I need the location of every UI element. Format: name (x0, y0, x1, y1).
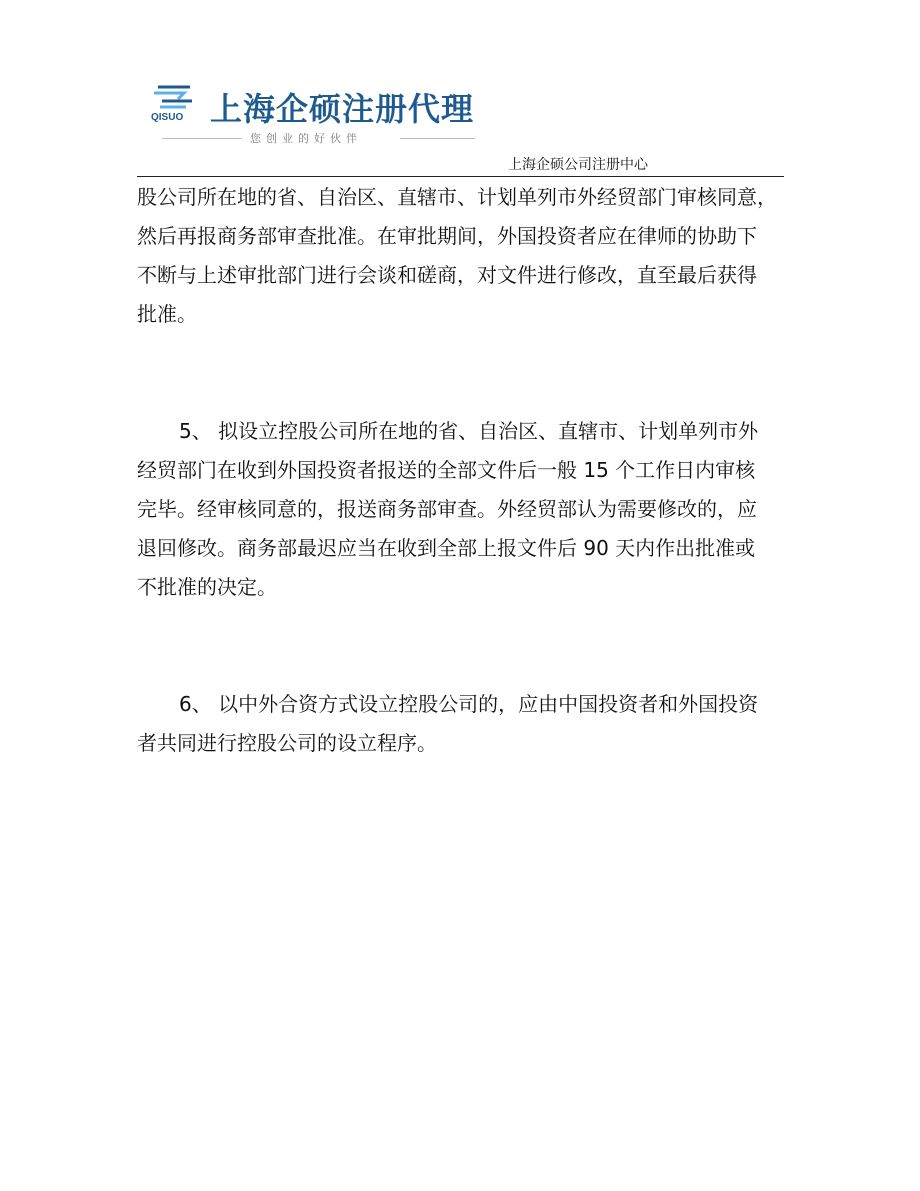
paragraph-2-line-3: 完毕。经审核同意的，报送商务部审查。外经贸部认为需要修改的，应 (137, 497, 757, 521)
paragraph-1-line-1: 股公司所在地的省、自治区、直辖市、计划单列市外经贸部门审核同意， (137, 185, 777, 209)
paragraph-3-line-1-text: 6、 以中外合资方式设立控股公司的，应由中国投资者和外国投资 (179, 692, 759, 716)
paragraph-1 (137, 178, 787, 334)
page-header (0, 0, 920, 180)
paragraph-2-line-5: 不批准的决定。 (137, 575, 277, 599)
paragraph-2-line-4: 退回修改。商务部最迟应当在收到全部上报文件后 90 天内作出批准或 (137, 536, 756, 560)
header-divider (137, 176, 784, 177)
paragraph-1-line-2: 然后再报商务部审查批准。在审批期间，外国投资者应在律师的协助下 (137, 224, 757, 248)
paragraph-3-line-2: 者共同进行控股公司的设立程序。 (137, 731, 437, 755)
document-body (137, 178, 787, 763)
paragraph-2 (137, 412, 787, 607)
logo-subtitle: 您创业的好伙伴 (250, 132, 362, 145)
paragraph-gap (137, 607, 787, 685)
paragraph-3 (137, 685, 787, 763)
paragraph-gap (137, 334, 787, 412)
logo-rule-right (400, 138, 475, 139)
paragraph-2-line-1-text: 5、 拟设立控股公司所在地的省、自治区、直辖市、计划单列市外 (179, 419, 759, 443)
paragraph-1-line-3: 不断与上述审批部门进行会谈和磋商，对文件进行修改，直至最后获得 (137, 263, 757, 287)
brand-text: QISUO (151, 112, 184, 123)
paragraph-3-line-1 (137, 685, 787, 724)
qisuo-logo-icon (150, 82, 208, 124)
header-company-name: 上海企硕公司注册中心 (508, 157, 648, 173)
paragraph-2-line-1 (137, 412, 787, 451)
paragraph-2-line-2: 经贸部门在收到外国投资者报送的全部文件后一般 15 个工作日内审核 (137, 458, 756, 482)
logo-title: 上海企硕注册代理 (210, 90, 475, 128)
paragraph-1-line-4: 批准。 (137, 302, 197, 326)
logo-rule-left (162, 138, 242, 139)
